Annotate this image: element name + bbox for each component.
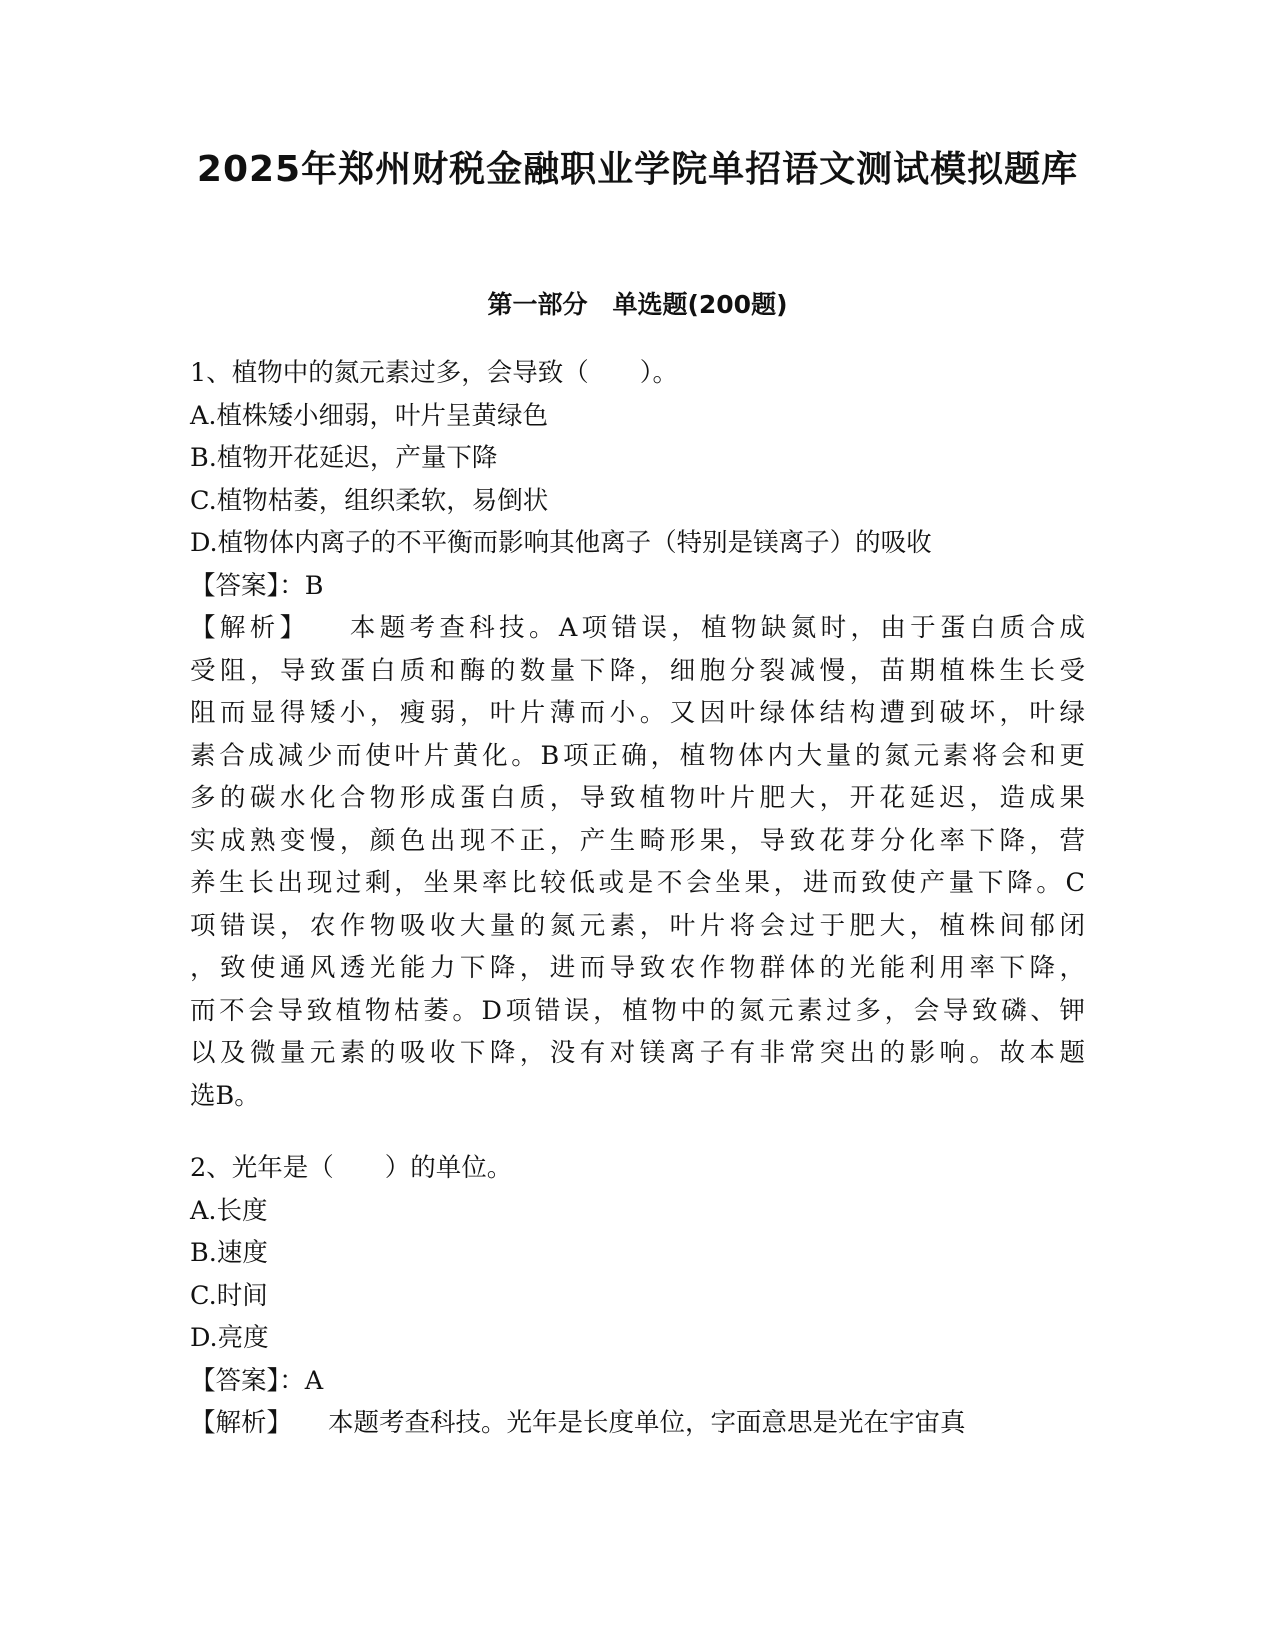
analysis-line: 阻而显得矮小，瘦弱，叶片薄而小。又因叶绿体结构遭到破坏，叶绿 [190,698,1085,728]
option-c: C.时间 [190,1280,268,1311]
question-spacer [190,1117,1085,1147]
analysis-text: 本题考查科技。光年是长度单位，字面意思是光在宇宙真 [328,1408,966,1438]
analysis-text: 本题考查科技。A项错误，植物缺氮时，由于蛋白质合成 [345,613,1085,643]
option-a: A.植株矮小细弱，叶片呈黄绿色 [190,400,549,431]
analysis-line: 实成熟变慢，颜色出现不正，产生畸形果，导致花芽分化率下降，营 [190,825,1085,856]
answer-value: A [304,1365,324,1396]
option-d: D.植物体内离子的不平衡而影响其他离子（特别是镁离子）的吸收 [190,528,932,558]
question-stem: 1、植物中的氮元素过多，会导致（ ）。 [190,358,678,388]
analysis-line [190,607,1085,650]
answer-line [190,1360,1085,1403]
analysis-line: 选B。 [190,1080,260,1111]
option-b: B.植物开花延迟，产量下降 [190,443,498,473]
analysis-line: 而不会导致植物枯萎。D项错误，植物中的氮元素过多，会导致磷、钾 [190,995,1085,1026]
analysis-label: 【解析】 [190,1408,293,1438]
answer-line [190,565,1085,608]
question-block [190,1147,1085,1445]
analysis-line: 项错误，农作物吸收大量的氮元素，叶片将会过于肥大，植株间郁闭 [190,910,1085,941]
option-c: C.植物枯萎，组织柔软，易倒状 [190,485,549,516]
analysis-line: 养生长出现过剩，坐果率比较低或是不会坐果，进而致使产量下降。C [190,868,1085,898]
question-block [190,352,1085,1117]
answer-label: 【答案】： [190,1365,305,1396]
analysis-line [190,1402,1085,1445]
option-a: A.长度 [190,1195,268,1226]
document-title: 2025年郑州财税金融职业学院单招语文测试模拟题库 [196,149,1079,190]
option-d: D.亮度 [190,1323,269,1353]
analysis-line: ，致使通风透光能力下降，进而导致农作物群体的光能利用率下降， [190,953,1085,983]
analysis-line: 受阻，导致蛋白质和酶的数量下降，细胞分裂减慢，苗期植株生长受 [190,655,1085,686]
option-b: B.速度 [190,1238,268,1268]
section-heading: 第一部分 单选题(200题) [487,290,788,319]
answer-value: B [304,570,324,601]
analysis-line: 以及微量元素的吸收下降，没有对镁离子有非常突出的影响。故本题 [190,1038,1085,1068]
answer-label: 【答案】： [190,570,305,601]
analysis-line: 多的碳水化合物形成蛋白质，导致植物叶片肥大，开花延迟，造成果 [190,783,1085,813]
question-stem: 2、光年是（ ）的单位。 [190,1153,513,1183]
analysis-line: 素合成减少而使叶片黄化。B项正确，植物体内大量的氮元素将会和更 [190,740,1085,771]
analysis-label: 【解析】 [190,613,310,643]
question-list [190,352,1085,1445]
